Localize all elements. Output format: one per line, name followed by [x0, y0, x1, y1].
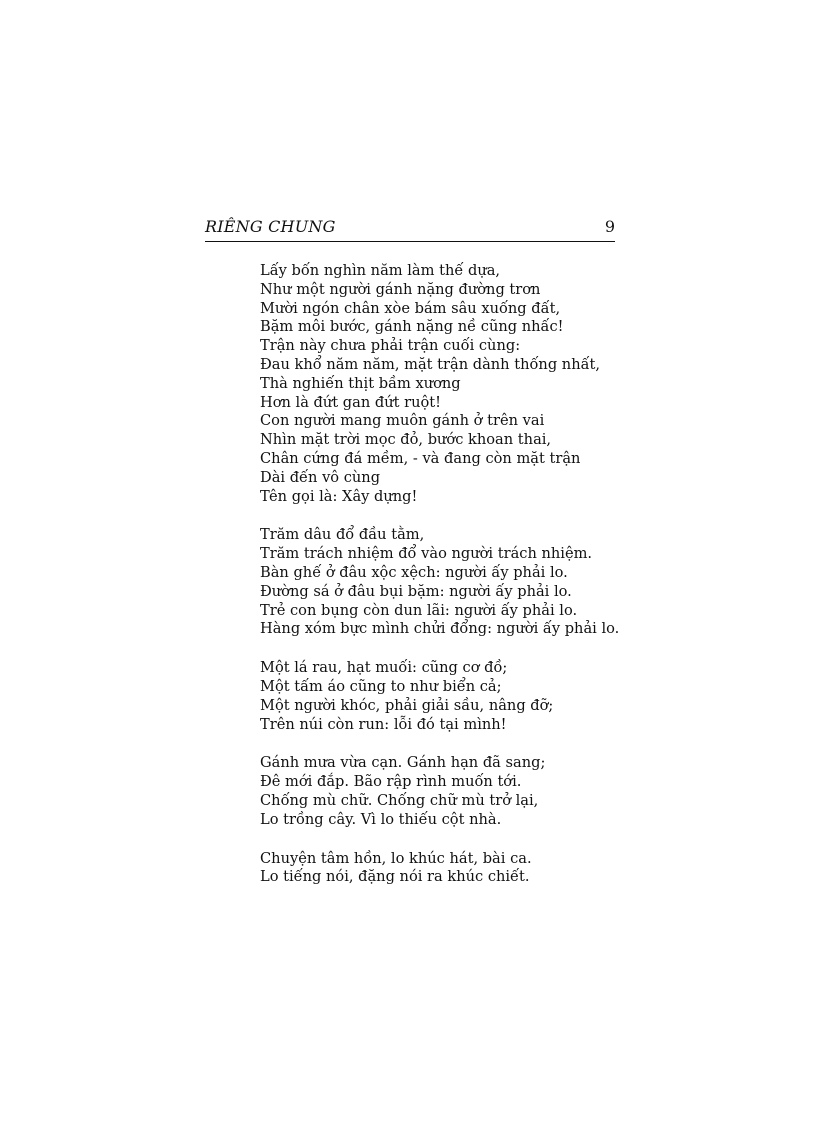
- poem-stanza: [260, 850, 620, 888]
- poem-line: Một người khóc, phải giải sầu, nâng đỡ;: [260, 696, 554, 714]
- poem-line: Hàng xóm bực mình chửi đổng: người ấy phải lo.: [260, 620, 620, 638]
- poem-stanza: [260, 754, 620, 829]
- poem-stanza: [260, 526, 620, 639]
- poem-line: Trên núi còn run: lỗi đó tại mình!: [260, 715, 507, 733]
- poem-body: [260, 262, 620, 907]
- poem-line: Con người mang muôn gánh ở trên vai: [260, 412, 545, 430]
- poem-stanza: [260, 659, 620, 734]
- poem-line: Một tấm áo cũng to như biển cả;: [260, 677, 502, 695]
- page-number: 9: [604, 217, 615, 236]
- poem-line: Một lá rau, hạt muối: cũng cơ đồ;: [260, 659, 508, 677]
- poem-line: Như một người gánh nặng đường trơn: [260, 280, 541, 298]
- running-title: RIÊNG CHUNG: [205, 217, 336, 236]
- poem-line: Hơn là đứt gan đứt ruột!: [260, 393, 442, 411]
- poem-line: Bặm môi bước, gánh nặng nề cũng nhấc!: [260, 318, 564, 336]
- poem-line: Đau khổ năm năm, mặt trận dành thống nhất,: [260, 355, 601, 373]
- poem-line: Chân cứng đá mềm, - và đang còn mặt trận: [260, 449, 581, 467]
- poem-line: Trẻ con bụng còn dun lãi: người ấy phải lo.: [260, 601, 578, 619]
- poem-line: Gánh mưa vừa cạn. Gánh hạn đã sang;: [260, 754, 546, 772]
- poem-line: Đê mới đắp. Bão rập rình muốn tới.: [260, 773, 522, 791]
- poem-line: Trận này chưa phải trận cuối cùng:: [260, 337, 521, 355]
- poem-line: Lo trồng cây. Vì lo thiếu cột nhà.: [260, 810, 502, 828]
- poem-line: Tên gọi là: Xây dựng!: [260, 487, 418, 505]
- running-header: [205, 215, 615, 242]
- poem-line: Bàn ghế ở đâu xộc xệch: người ấy phải lo.: [260, 563, 568, 581]
- poem-line: Thà nghiến thịt bầm xương: [260, 374, 461, 392]
- poem-line: Đường sá ở đâu bụi bặm: người ấy phải lo.: [260, 582, 572, 600]
- poem-line: Dài đến vô cùng: [260, 468, 381, 486]
- poem-line: Trăm trách nhiệm đổ vào người trách nhiệm.: [260, 545, 593, 563]
- poem-line: Chống mù chữ. Chống chữ mù trở lại,: [260, 791, 539, 809]
- poem-line: Mười ngón chân xòe bám sâu xuống đất,: [260, 299, 561, 317]
- poem-line: Trăm dâu đổ đầu tằm,: [260, 526, 425, 544]
- poem-line: Lấy bốn nghìn năm làm thế dựa,: [260, 262, 501, 279]
- poem-line: Chuyện tâm hồn, lo khúc hát, bài ca.: [260, 849, 532, 867]
- poem-line: Lo tiếng nói, đặng nói ra khúc chiết.: [260, 868, 530, 886]
- poem-stanza: [260, 262, 620, 506]
- poem-line: Nhìn mặt trời mọc đỏ, bước khoan thai,: [260, 431, 552, 449]
